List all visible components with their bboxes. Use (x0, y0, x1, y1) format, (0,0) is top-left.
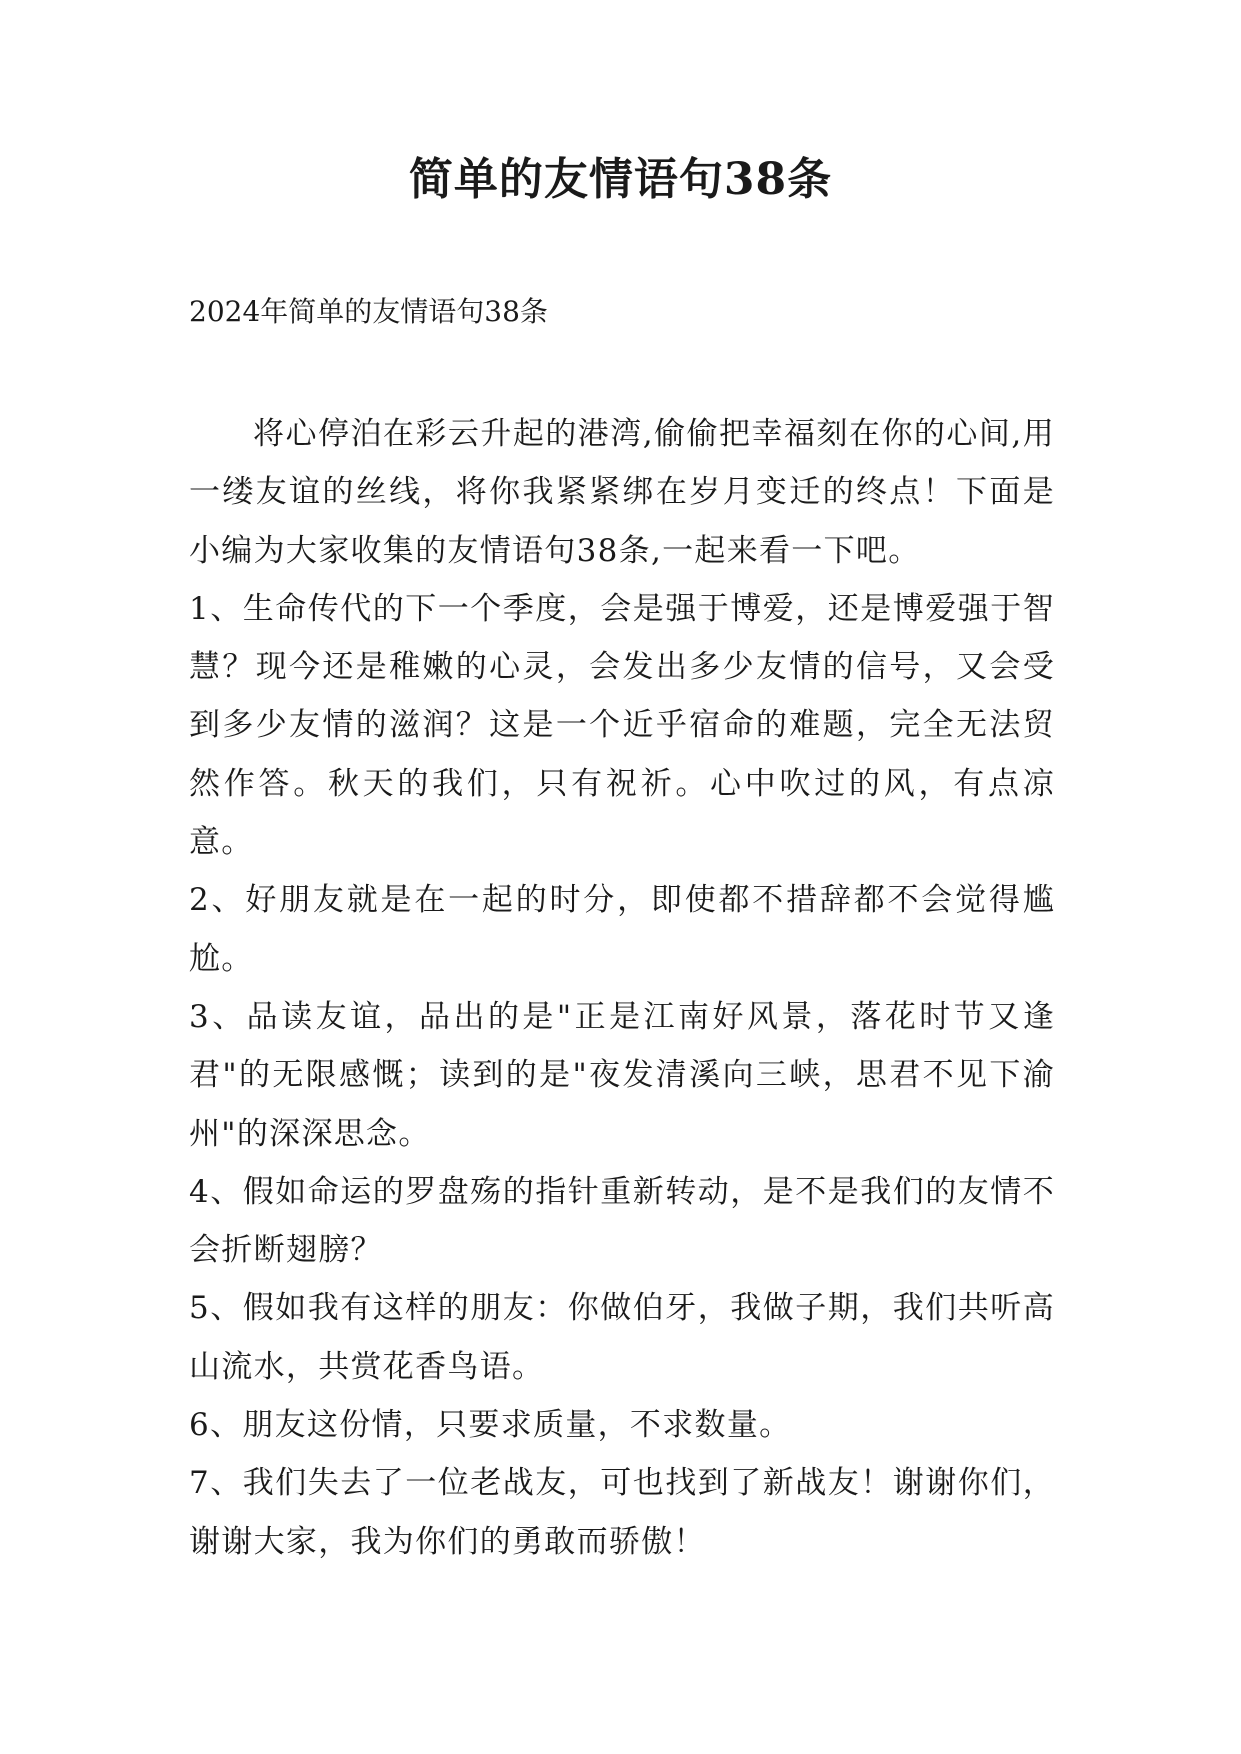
quote-paragraph-6: 6、朋友这份情，只要求质量，不求数量。 (189, 1407, 792, 1444)
quote-paragraph-2: 2、好朋友就是在一起的时分，即使都不措辞都不会觉得尴尬。 (189, 882, 1055, 977)
quote-paragraph-1: 1、生命传代的下一个季度，会是强于博爱，还是博爱强于智慧？现今还是稚嫩的心灵，会发出多少友情的信号，又会受到多少友情的滋润？这是一个近乎宿命的难题，完全无法贸然作答。秋天的我们，只有祝祈。心中吹过的风，有点凉意。 (189, 590, 1055, 861)
quote-paragraph-5: 5、假如我有这样的朋友：你做伯牙，我做子期，我们共听高山流水，共赏花香鸟语。 (189, 1290, 1055, 1385)
document-title: 简单的友情语句38条 (408, 154, 833, 205)
quote-paragraph-3: 3、品读友谊，品出的是"正是江南好风景，落花时节又逢君"的无限感慨；读到的是"夜发清溪向三峡，思君不见下渝州"的深深思念。 (189, 998, 1055, 1152)
quote-paragraph-7: 7、我们失去了一位老战友，可也找到了新战友！谢谢你们，谢谢大家，我为你们的勇敢而骄傲！ (189, 1465, 1055, 1560)
document-subtitle: 2024年简单的友情语句38条 (189, 295, 548, 328)
intro-paragraph: 将心停泊在彩云升起的港湾,偷偷把幸福刻在你的心间,用一缕友谊的丝线，将你我紧紧绑在岁月变迁的终点！下面是小编为大家收集的友情语句38条,一起来看一下吧。 (189, 416, 1055, 569)
quote-paragraph-4: 4、假如命运的罗盘殇的指针重新转动，是不是我们的友情不会折断翅膀？ (189, 1173, 1055, 1269)
document-body (189, 405, 1055, 1571)
